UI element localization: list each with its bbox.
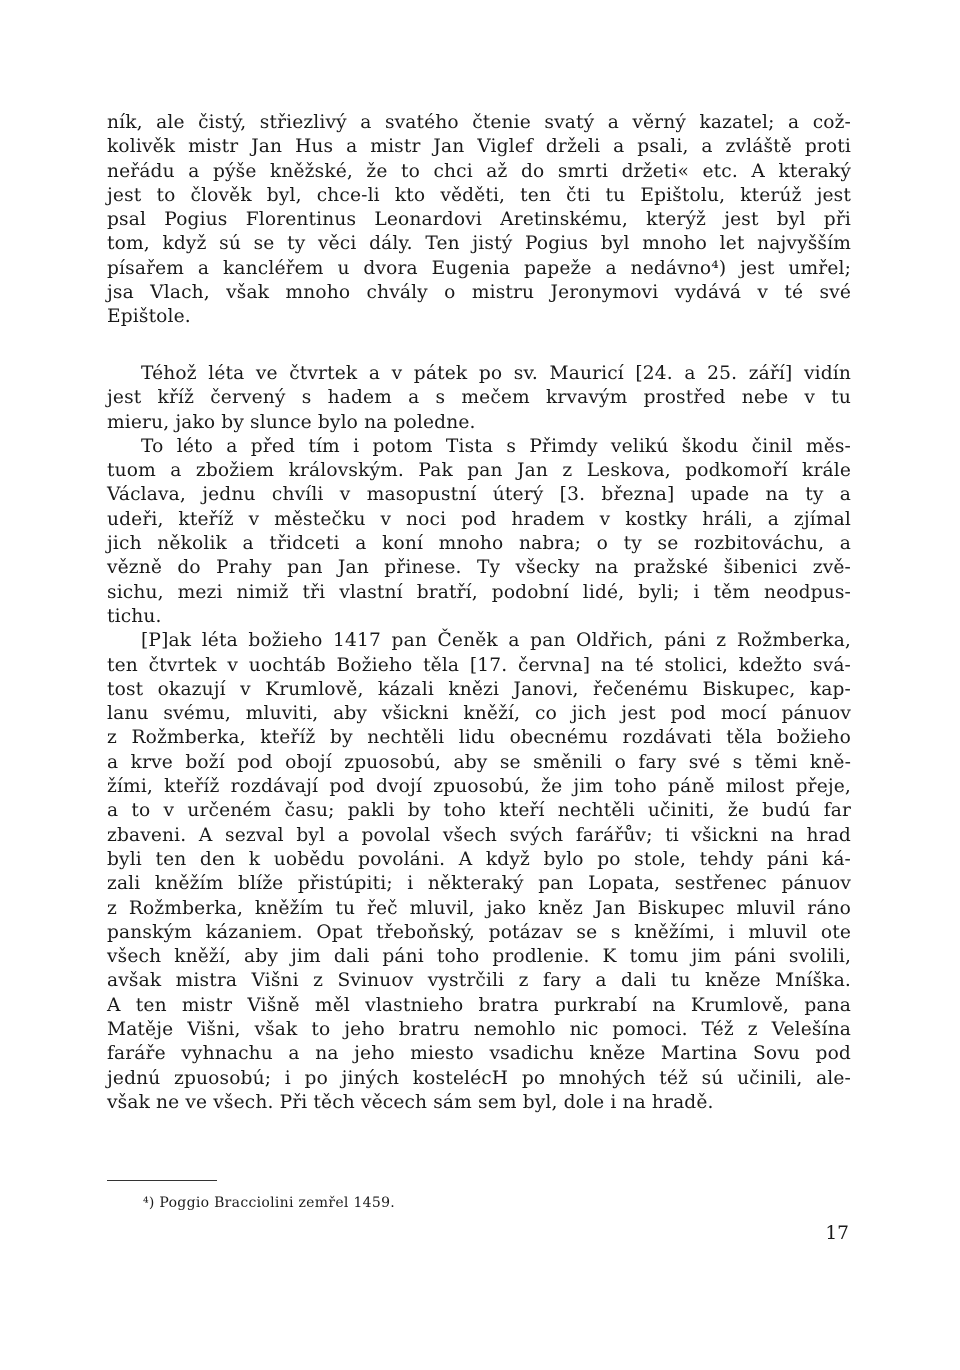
text-line: kolivěk mistr Jan Hus a mistr Jan Viglef drželi a psali, a zvláště proti (107, 136, 851, 158)
text-line: To léto a před tím i potom Tista s Přimdy velikú škodu činil měs- (141, 435, 851, 457)
text-line: jsa Vlach, však mnoho chvály o mistru Jeronymovi vydává v té své (107, 282, 851, 304)
text-line: faráře vyhnachu a na jeho miesto vsadichu kněze Martina Sovu pod (107, 1043, 851, 1065)
text-line: a krve boží pod obojí zpuosobú, aby se směnili o fary své s těmi kně- (107, 751, 851, 773)
text-line: z Rožmberka, kteříž by nechtěli lidu obecnému rozdávati těla božieho (107, 727, 851, 749)
text-line: ten čtvrtek v uochtáb Božieho těla [17. června] na té stolici, kdežto svá- (107, 654, 851, 676)
text-line: však ne ve všech. Při těch věcech sám sem byl, dole i na hradě. (107, 1091, 714, 1113)
text-line: psal Pogius Florentinus Leonardovi Aretinskému, kterýž jest byl při (107, 209, 851, 231)
text-line: [P]ak léta božieho 1417 pan Čeněk a pan Oldřich, páni z Rožmberka, (141, 630, 851, 652)
text-line: tost okazují v Krumlově, kázali knězi Janovi, řečenému Biskupec, kap- (107, 678, 851, 700)
text-line: tuom a zbožiem královským. Pak pan Jan z Leskova, podkomoří krále (107, 460, 851, 482)
text-line: ník, ale čistý, střiezlivý a svatého čtenie svatý a věrný kazatel; a což- (107, 112, 851, 133)
text-line: A ten mistr Višně měl vlastnieho bratra purkrabí na Krumlově, pana (107, 994, 851, 1016)
text-line: vězně do Prahy pan Jan přinese. Ty všecky na pražské šibenici zvě- (107, 557, 851, 579)
text-line: sichu, mezi nimiž tři vlastní bratří, podobní lidé, byli; i těm neodpus- (107, 581, 851, 603)
text-line: a to v určeném času; pakli by toho kteří nechtěli učiniti, že budú far (107, 800, 851, 822)
page-number: 17 (825, 1223, 849, 1244)
text-line: mieru, jako by slunce bylo na poledne. (107, 411, 476, 433)
text-line: všech kněží, aby jim dali páni toho prodlenie. K tomu jim páni svolili, (107, 946, 851, 968)
text-line: tom, když sú se ty věci dály. Ten jistý Pogius byl mnoho let najvyšším (107, 233, 851, 255)
text-line: jest to člověk byl, chce-li kto věděti, ten čti tu Epištolu, kterúž jest (107, 184, 851, 206)
text-line: tichu. (107, 605, 162, 627)
paragraphs-main (107, 362, 851, 1115)
paragraph-continued (107, 111, 851, 330)
text-line: Václava, jednu chvíli v masopustní úterý [3. března] upade na ty a (107, 484, 851, 506)
text-line: Matěje Višni, však to jeho bratru nemohlo nic pomoci. Též z Velešína (107, 1019, 851, 1041)
text-line: lanu svému, mluviti, aby všickni kněží, co jich jest pod mocí pánuov (107, 703, 851, 725)
text-line: avšak mistra Višni z Svinuov vystrčili z fary a dali tu kněze Mníška. (107, 970, 851, 992)
text-line: zali kněžím blíže přistúpiti; i některaký pan Lopata, sestřenec pánuov (107, 873, 851, 895)
text-line: byli ten den k uobědu povoláni. A když bylo po stole, tehdy páni ká- (107, 848, 851, 870)
text-line: jednú zpuosobú; i po jiných kostelécH po mnohých též sú učinili, ale- (107, 1067, 851, 1089)
text-line: jest kříž červený s hadem a s mečem krvavým prostřed nebe v tu (107, 387, 851, 409)
text-line: jich několik a třidceti a koní mnoho nabra; o ty se rozbitováchu, a (107, 533, 851, 555)
text-line: Epištole. (107, 306, 191, 328)
text-line: udeři, kteříž v městečku v noci pod hradem v kostky hráli, a zjímal (107, 508, 851, 530)
text-line: panským kázaniem. Opat třeboňský, potázav se s kněžími, i mluvil ote (107, 921, 851, 943)
text-line: z Rožmberka, kněžím tu řeč mluvil, jako kněz Jan Biskupec mluvil ráno (107, 897, 851, 919)
text-line: neřádu a pýše kněžské, že to chci až do smrti držeti« etc. A kteraký (107, 160, 851, 182)
text-line: Téhož léta ve čtvrtek a v pátek po sv. Mauricí [24. a 25. září] vidín (141, 363, 851, 384)
text-line: zbaveni. A sezval byl a povolal všech svých farářův; ti všickni na hrad (107, 824, 851, 846)
text-line: písařem a kancléřem u dvora Eugenia papeže a nedávno⁴) jest umřel; (107, 257, 851, 279)
footnote: ⁴) Poggio Bracciolini zemřel 1459. (143, 1195, 396, 1211)
text-line: žími, kteříž rozdávají pod dvojí zpuosobú, že jim toho páně milost přeje, (107, 776, 851, 798)
footnote-divider (107, 1180, 217, 1181)
